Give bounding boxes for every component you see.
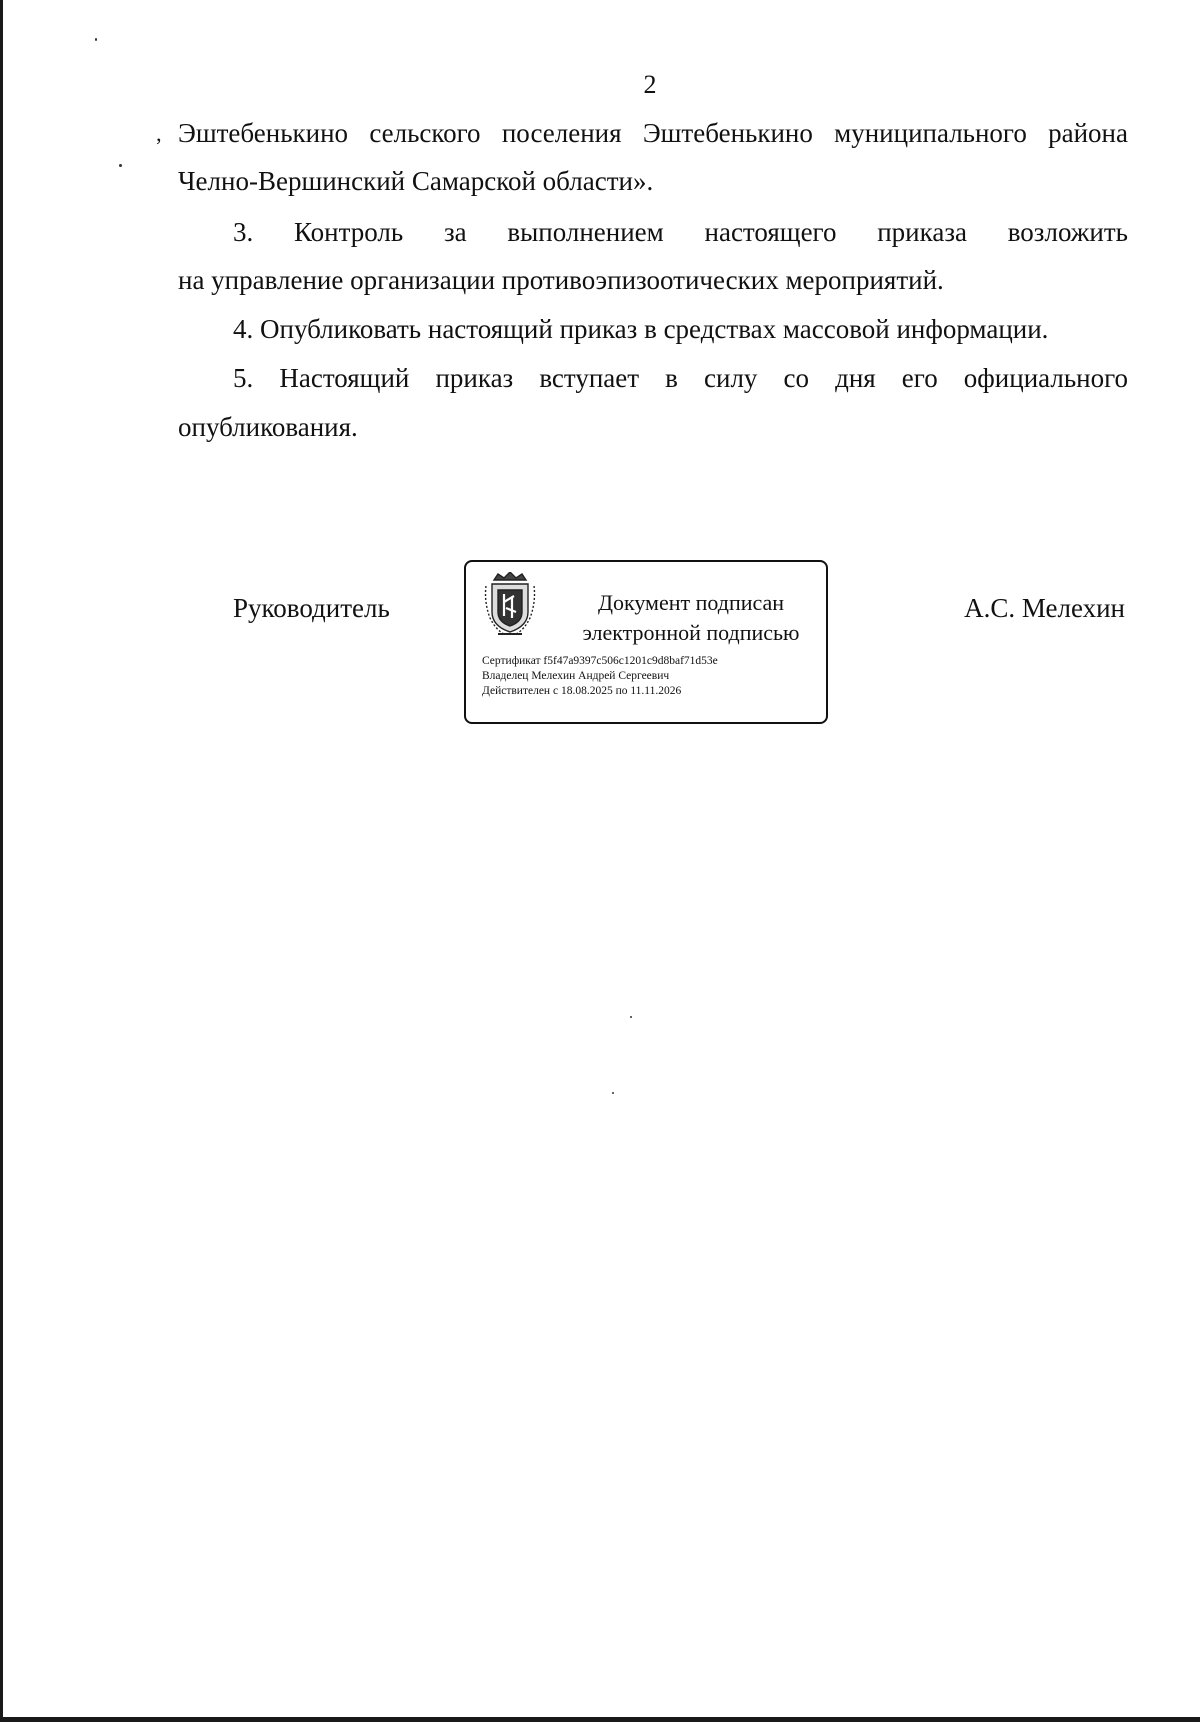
body-text-line: Эштебенькино сельского поселения Эштебенькино муниципального района — [178, 118, 1128, 148]
scan-artifact — [95, 38, 97, 41]
list-item-3: 3. Контроль за выполнением настоящего приказа возложить — [233, 217, 1128, 247]
list-item-5: 5. Настоящий приказ вступает в силу со дня его официального — [233, 363, 1128, 393]
list-item-5-continuation: опубликования. — [178, 412, 358, 442]
stamp-title — [566, 588, 816, 648]
certificate-validity: Действителен с 18.08.2025 по 11.11.2026 — [482, 685, 682, 697]
stamp-details — [482, 654, 718, 699]
list-item-4: 4. Опубликовать настоящий приказ в средствах массовой информации. — [233, 314, 1049, 344]
page-number: 2 — [643, 70, 657, 99]
certificate-owner: Владелец Мелехин Андрей Сергеевич — [482, 670, 670, 682]
samara-coat-of-arms-icon — [484, 572, 536, 638]
signatory-name: А.С. Мелехин — [964, 593, 1125, 623]
list-item-3-continuation: на управление организации противоэпизоотических мероприятий. — [178, 265, 944, 295]
scan-artifact — [630, 1016, 632, 1018]
signatory-role: Руководитель — [233, 593, 390, 623]
scan-artifact — [119, 164, 122, 167]
body-text-line: Челно-Вершинский Самарской области». — [178, 166, 654, 196]
certificate-number: Сертификат f5f47a9397c506c1201c9d8baf71d53e — [482, 655, 718, 667]
stamp-title-line: Документ подписан — [597, 590, 785, 615]
scan-artifact — [612, 1092, 614, 1094]
scan-edge-bottom — [0, 1717, 1200, 1722]
electronic-signature-stamp — [464, 560, 828, 724]
scan-edge-left — [0, 0, 3, 1722]
stamp-title-line: электронной подписью — [582, 620, 800, 645]
body-text-line: ‚ — [155, 121, 163, 146]
